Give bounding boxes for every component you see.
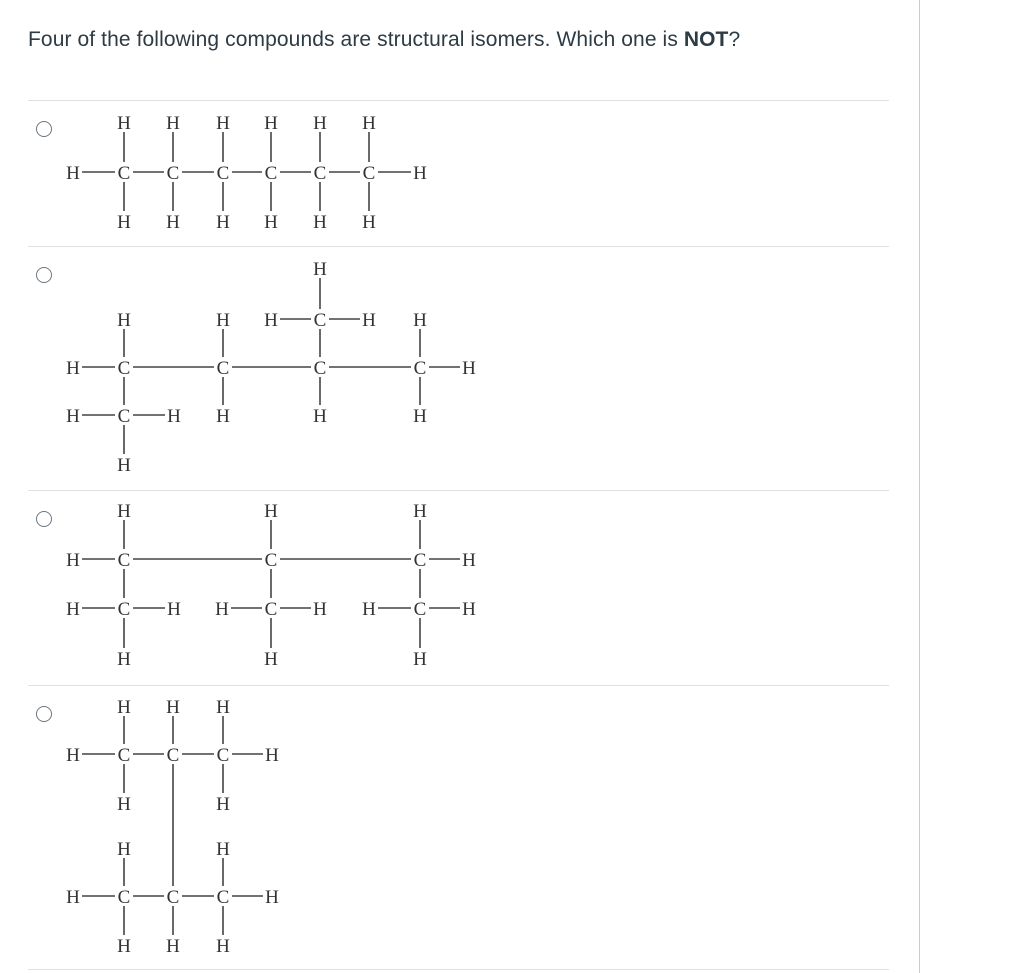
carbon-atom: C	[264, 163, 278, 184]
carbon-atom: C	[117, 358, 131, 379]
hydrogen-atom: H	[413, 649, 427, 670]
hydrogen-atom: H	[264, 501, 278, 522]
hydrogen-atom: H	[462, 550, 476, 571]
question-prefix: Four of the following compounds are structural isomers. Which one is	[28, 28, 684, 51]
hydrogen-atom: H	[166, 212, 180, 233]
carbon-atom: C	[117, 745, 131, 766]
question-suffix: ?	[728, 28, 741, 51]
carbon-atom: C	[166, 887, 180, 908]
carbon-atom: C	[216, 358, 230, 379]
hydrogen-atom: H	[313, 599, 327, 620]
hydrogen-atom: H	[167, 599, 181, 620]
carbon-atom: C	[117, 163, 131, 184]
hydrogen-atom: H	[313, 113, 327, 134]
carbon-atom: C	[313, 358, 327, 379]
hydrogen-atom: H	[167, 406, 181, 427]
hydrogen-atom: H	[117, 936, 131, 957]
carbon-atom: C	[264, 550, 278, 571]
carbon-atom: C	[413, 550, 427, 571]
carbon-atom: C	[117, 406, 131, 427]
hydrogen-atom: H	[216, 794, 230, 815]
hydrogen-atom: H	[117, 455, 131, 476]
carbon-atom: C	[413, 358, 427, 379]
hydrogen-atom: H	[216, 406, 230, 427]
hydrogen-atom: H	[313, 259, 327, 280]
hydrogen-atom: H	[462, 599, 476, 620]
hydrogen-atom: H	[117, 310, 131, 331]
hydrogen-atom: H	[166, 936, 180, 957]
hydrogen-atom: H	[117, 501, 131, 522]
hydrogen-atom: H	[264, 649, 278, 670]
hydrogen-atom: H	[264, 310, 278, 331]
hydrogen-atom: H	[117, 839, 131, 860]
hydrogen-atom: H	[413, 163, 427, 184]
hydrogen-atom: H	[362, 212, 376, 233]
carbon-atom: C	[216, 163, 230, 184]
carbon-atom: C	[216, 745, 230, 766]
carbon-atom: C	[166, 745, 180, 766]
hydrogen-atom: H	[216, 936, 230, 957]
hydrogen-atom: H	[413, 406, 427, 427]
hydrogen-atom: H	[313, 212, 327, 233]
hydrogen-atom: H	[216, 697, 230, 718]
hydrogen-atom: H	[117, 113, 131, 134]
carbon-atom: C	[166, 163, 180, 184]
hydrogen-atom: H	[216, 839, 230, 860]
carbon-atom: C	[313, 163, 327, 184]
hydrogen-atom: H	[66, 550, 80, 571]
hydrogen-atom: H	[362, 113, 376, 134]
carbon-atom: C	[413, 599, 427, 620]
carbon-atom: C	[216, 887, 230, 908]
hydrogen-atom: H	[66, 599, 80, 620]
hydrogen-atom: H	[66, 406, 80, 427]
carbon-atom: C	[117, 599, 131, 620]
hydrogen-atom: H	[66, 887, 80, 908]
hydrogen-atom: H	[264, 212, 278, 233]
hydrogen-atom: H	[362, 310, 376, 331]
hydrogen-atom: H	[66, 745, 80, 766]
carbon-atom: C	[362, 163, 376, 184]
hydrogen-atom: H	[216, 113, 230, 134]
hydrogen-atom: H	[362, 599, 376, 620]
hydrogen-atom: H	[462, 358, 476, 379]
hydrogen-atom: H	[265, 745, 279, 766]
question-emphasis: NOT	[683, 28, 729, 51]
hydrogen-atom: H	[265, 887, 279, 908]
carbon-atom: C	[117, 550, 131, 571]
hydrogen-atom: H	[413, 310, 427, 331]
hydrogen-atom: H	[66, 163, 80, 184]
hydrogen-atom: H	[66, 358, 80, 379]
hydrogen-atom: H	[117, 649, 131, 670]
hydrogen-atom: H	[216, 212, 230, 233]
hydrogen-atom: H	[216, 310, 230, 331]
hydrogen-atom: H	[117, 212, 131, 233]
hydrogen-atom: H	[166, 113, 180, 134]
hydrogen-atom: H	[117, 697, 131, 718]
hydrogen-atom: H	[313, 406, 327, 427]
carbon-atom: C	[117, 887, 131, 908]
carbon-atom: C	[264, 599, 278, 620]
hydrogen-atom: H	[117, 794, 131, 815]
hydrogen-atom: H	[215, 599, 229, 620]
carbon-atom: C	[313, 310, 327, 331]
hydrogen-atom: H	[264, 113, 278, 134]
hydrogen-atom: H	[413, 501, 427, 522]
hydrogen-atom: H	[166, 697, 180, 718]
